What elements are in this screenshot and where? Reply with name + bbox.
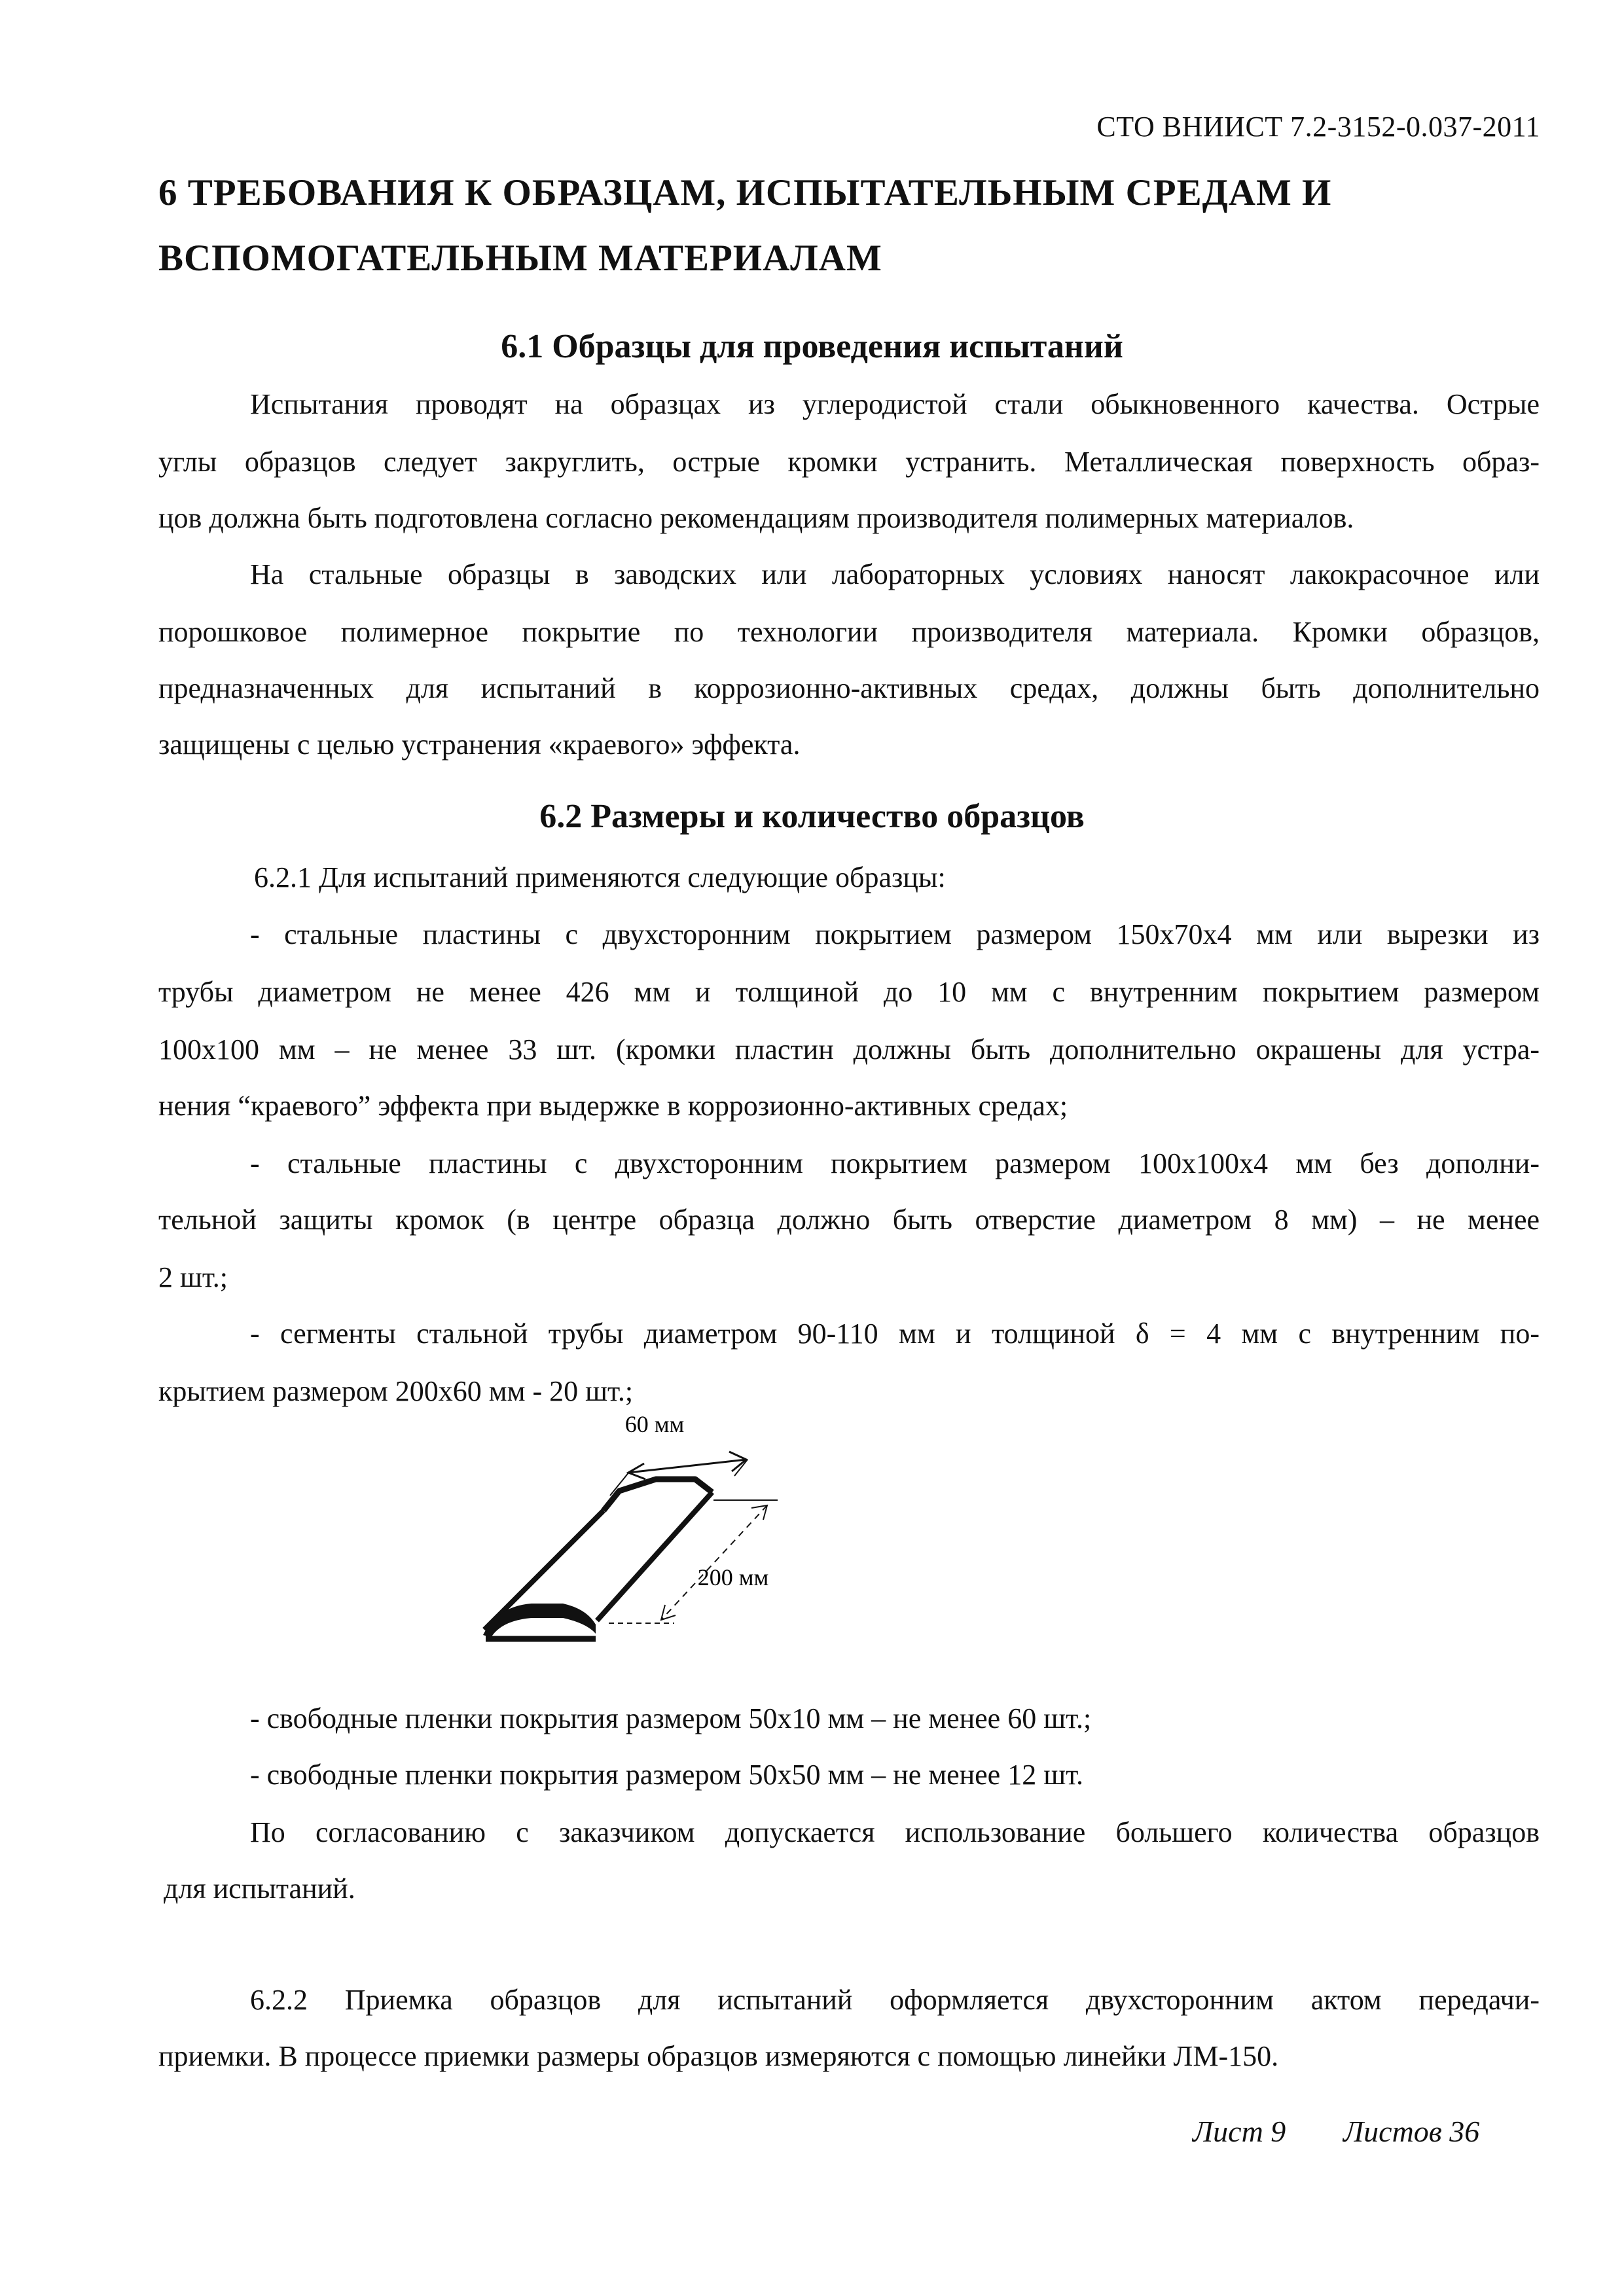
paragraph-line: углы образцов следует закруглить, острые кромки устранить. Металлическая поверхность образ-: [158, 446, 1540, 478]
sheet-number: Лист 9: [1193, 2115, 1286, 2148]
list-item-line: тельной защиты кромок (в центре образца должно быть отверстие диаметром 8 мм) – не менее: [158, 1204, 1540, 1236]
dimension-line: [628, 1460, 746, 1473]
figure-length-label: 200 мм: [697, 1564, 769, 1590]
paragraph-line: цов должна быть подготовлена согласно рекомендациям производителя полимерных материалов.: [158, 502, 1354, 534]
paragraph-line: На стальные образцы в заводских или лабораторных условиях наносят лакокрасочное или: [250, 558, 1540, 590]
list-item-line: 100х100 мм – не менее 33 шт. (кромки пластин должны быть дополнительно окрашены для устра-: [158, 1033, 1540, 1066]
document-code: СТО ВНИИСТ 7.2-3152-0.037-2011: [1096, 111, 1540, 143]
list-item-line: нения “краевого” эффекта при выдержке в коррозионно-активных средах;: [158, 1090, 1068, 1122]
paragraph-line: По согласованию с заказчиком допускается использование большего количества образцов: [250, 1816, 1540, 1848]
list-item-line: - стальные пластины с двухсторонним покрытием размером 150х70х4 мм или вырезки из: [250, 918, 1540, 950]
sheets-total: Листов 36: [1343, 2115, 1480, 2148]
paragraph-line: защищены с целью устранения «краевого» эффекта.: [158, 728, 801, 761]
paragraph-line: 6.2.1 Для испытаний применяются следующие образцы:: [254, 861, 946, 893]
figure-width-label: 60 мм: [624, 1411, 685, 1437]
dimension-line: [661, 1505, 767, 1620]
list-item-line: - свободные пленки покрытия размером 50х10 мм – не менее 60 шт.;: [250, 1702, 1092, 1734]
section-6-title-line-1: 6 ТРЕБОВАНИЯ К ОБРАЗЦАМ, ИСПЫТАТЕЛЬНЫМ СРЕДАМ И: [158, 172, 1332, 213]
list-item-line: - стальные пластины с двухсторонним покрытием размером 100х100х4 мм без дополни-: [250, 1147, 1540, 1179]
paragraph-line: приемки. В процессе приемки размеры образцов измеряются с помощью линейки ЛМ-150.: [158, 2040, 1279, 2072]
paragraph-line: Испытания проводят на образцах из углеродистой стали обыкновенного качества. Острые: [250, 388, 1540, 420]
list-item-line: трубы диаметром не менее 426 мм и толщиной до 10 мм с внутренним покрытием размером: [158, 976, 1540, 1008]
segment-long-edge: [597, 1492, 712, 1621]
segment-cross-section: [483, 1604, 596, 1638]
section-6-1-title: 6.1 Образцы для проведения испытаний: [501, 328, 1123, 365]
section-6-title-line-2: ВСПОМОГАТЕЛЬНЫМ МАТЕРИАЛАМ: [158, 238, 882, 279]
list-item-line: 2 шт.;: [158, 1261, 228, 1293]
list-item-line: - свободные пленки покрытия размером 50х50 мм – не менее 12 шт.: [250, 1759, 1084, 1791]
paragraph-line: предназначенных для испытаний в коррозионно-активных средах, должны быть дополнительно: [158, 672, 1540, 704]
paragraph-line: 6.2.2 Приемка образцов для испытаний оформляется двухсторонним актом передачи-: [250, 1984, 1540, 2016]
section-6-2-title: 6.2 Размеры и количество образцов: [539, 798, 1085, 835]
pipe-segment-figure: [458, 1394, 851, 1669]
list-item-line: - сегменты стальной трубы диаметром 90-110 мм и толщиной δ = 4 мм с внутренним по-: [250, 1318, 1540, 1350]
list-item-line: крытием размером 200х60 мм - 20 шт.;: [158, 1375, 634, 1407]
paragraph-line: порошковое полимерное покрытие по технологии производителя материала. Кромки образцов,: [158, 616, 1540, 648]
paragraph-line: для испытаний.: [164, 1873, 355, 1905]
